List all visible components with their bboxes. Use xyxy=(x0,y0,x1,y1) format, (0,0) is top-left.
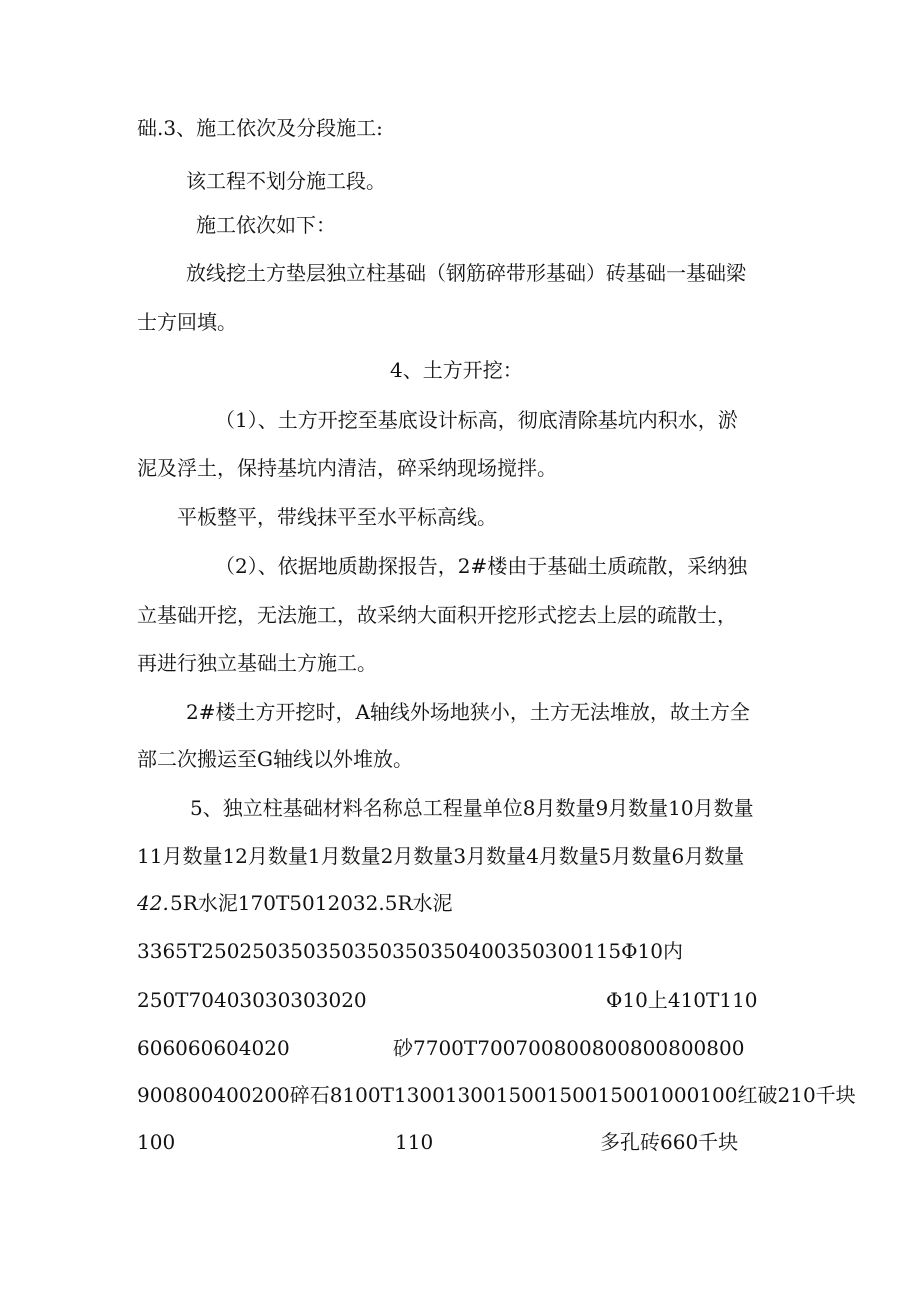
text-line-7: （1）、土方开挖至基底设计标高，彻底清除基坑内积水，淤 xyxy=(215,408,738,432)
text-line-19b: Φ10上410T110 xyxy=(606,988,758,1012)
text-line-4: 放线挖土方垫层独立柱基础（钢筋碎带形基础）砖基础一基础梁 xyxy=(186,261,746,285)
text-line-20b: 砂7700T700700800800800800800 xyxy=(393,1036,745,1060)
text-line-19a: 250T70403030303020 xyxy=(137,988,367,1012)
text-line-22c: 多孔砖660千块 xyxy=(600,1130,739,1154)
text-line-16: 11月数量12月数量1月数量2月数量3月数量4月数量5月数量6月数量 xyxy=(137,844,745,868)
text-line-11: 立基础开挖，无法施工，故采纳大面积开挖形式挖去上层的疏散士， xyxy=(137,603,737,627)
text-line-13: 2#楼土方开挖时，A轴线外场地狭小，土方无法堆放，故土方全 xyxy=(186,700,750,724)
text-line-3: 施工依次如下： xyxy=(196,213,336,237)
text-line-8: 泥及浮土，保持基坑内清洁，碎采纳现场搅拌。 xyxy=(137,456,557,480)
text-line-21: 900800400200碎石8100T130013001500150015001000100红破210千块 xyxy=(137,1083,856,1107)
text-line-17a: 42. xyxy=(137,891,169,915)
text-line-17b: 5R水泥170T5012032.5R水泥 xyxy=(170,891,453,915)
text-line-20a: 606060604020 xyxy=(137,1036,290,1060)
text-line-15: 5、独立柱基础材料名称总工程量单位8月数量9月数量10月数量 xyxy=(190,796,754,820)
text-line-22a: 100 xyxy=(137,1130,176,1154)
text-line-22b: 110 xyxy=(395,1130,434,1154)
text-line-12: 再进行独立基础土方施工。 xyxy=(137,651,377,675)
text-line-10: （2）、依据地质勘探报告，2#楼由于基础土质疏散，采纳独 xyxy=(215,554,748,578)
text-line-9: 平板整平，带线抹平至水平标高线。 xyxy=(177,505,497,529)
text-line-5: 士方回填。 xyxy=(137,310,237,334)
text-line-18: 3365T250250350350350350350400350300115Φ10内 xyxy=(137,939,683,963)
section-heading: 4、土方开挖： xyxy=(390,358,523,382)
text-line-2: 该工程不划分施工段。 xyxy=(186,169,386,193)
text-line-1: 础.3、施工依次及分段施工: xyxy=(137,116,383,140)
text-line-14: 部二次搬运至G轴线以外堆放。 xyxy=(137,747,413,771)
